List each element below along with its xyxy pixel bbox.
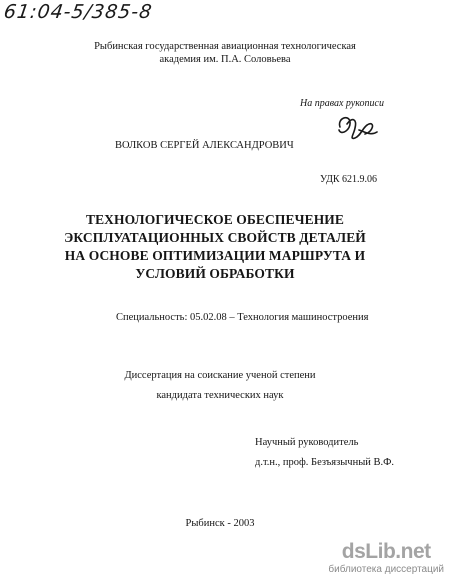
degree-line-2: кандидата технических наук — [156, 390, 284, 401]
city-and-year: Рыбинск - 2003 — [185, 518, 255, 529]
speciality: Специальность: 05.02.08 – Технология машиностроения — [116, 312, 369, 323]
dslib-watermark — [328, 541, 444, 576]
dissertation-title — [0, 211, 430, 283]
author-name: ВОЛКОВ СЕРГЕЙ АЛЕКСАНДРОВИЧ — [115, 140, 294, 151]
scientific-supervisor — [255, 433, 394, 473]
degree-line-1: Диссертация на соискание ученой степени — [124, 370, 316, 381]
title-line-4: УСЛОВИЙ ОБРАБОТКИ — [135, 266, 295, 281]
watermark-caption: библиотека диссертаций — [328, 564, 444, 575]
title-line-3: НА ОСНОВЕ ОПТИМИЗАЦИИ МАРШРУТА И — [64, 248, 366, 263]
supervisor-label: Научный руководитель — [255, 437, 359, 448]
degree-statement — [0, 366, 440, 406]
institution-name — [0, 40, 450, 66]
watermark-logo: dsLib.net — [341, 540, 431, 563]
title-line-2: ЭКСПЛУАТАЦИОННЫХ СВОЙСТВ ДЕТАЛЕЙ — [64, 230, 366, 245]
title-line-1: ТЕХНОЛОГИЧЕСКОЕ ОБЕСПЕЧЕНИЕ — [85, 212, 345, 227]
udk-code: УДК 621.9.06 — [320, 174, 378, 185]
manuscript-rights-note: На правах рукописи — [300, 98, 384, 109]
archive-code: 61:04-5/385-8 — [2, 1, 154, 23]
institution-line-1: Рыбинская государственная авиационная технологическая — [94, 41, 356, 52]
supervisor-name: д.т.н., проф. Безъязычный В.Ф. — [255, 457, 395, 468]
signature-image — [335, 110, 379, 144]
institution-line-2: академия им. П.А. Соловьева — [159, 54, 291, 65]
